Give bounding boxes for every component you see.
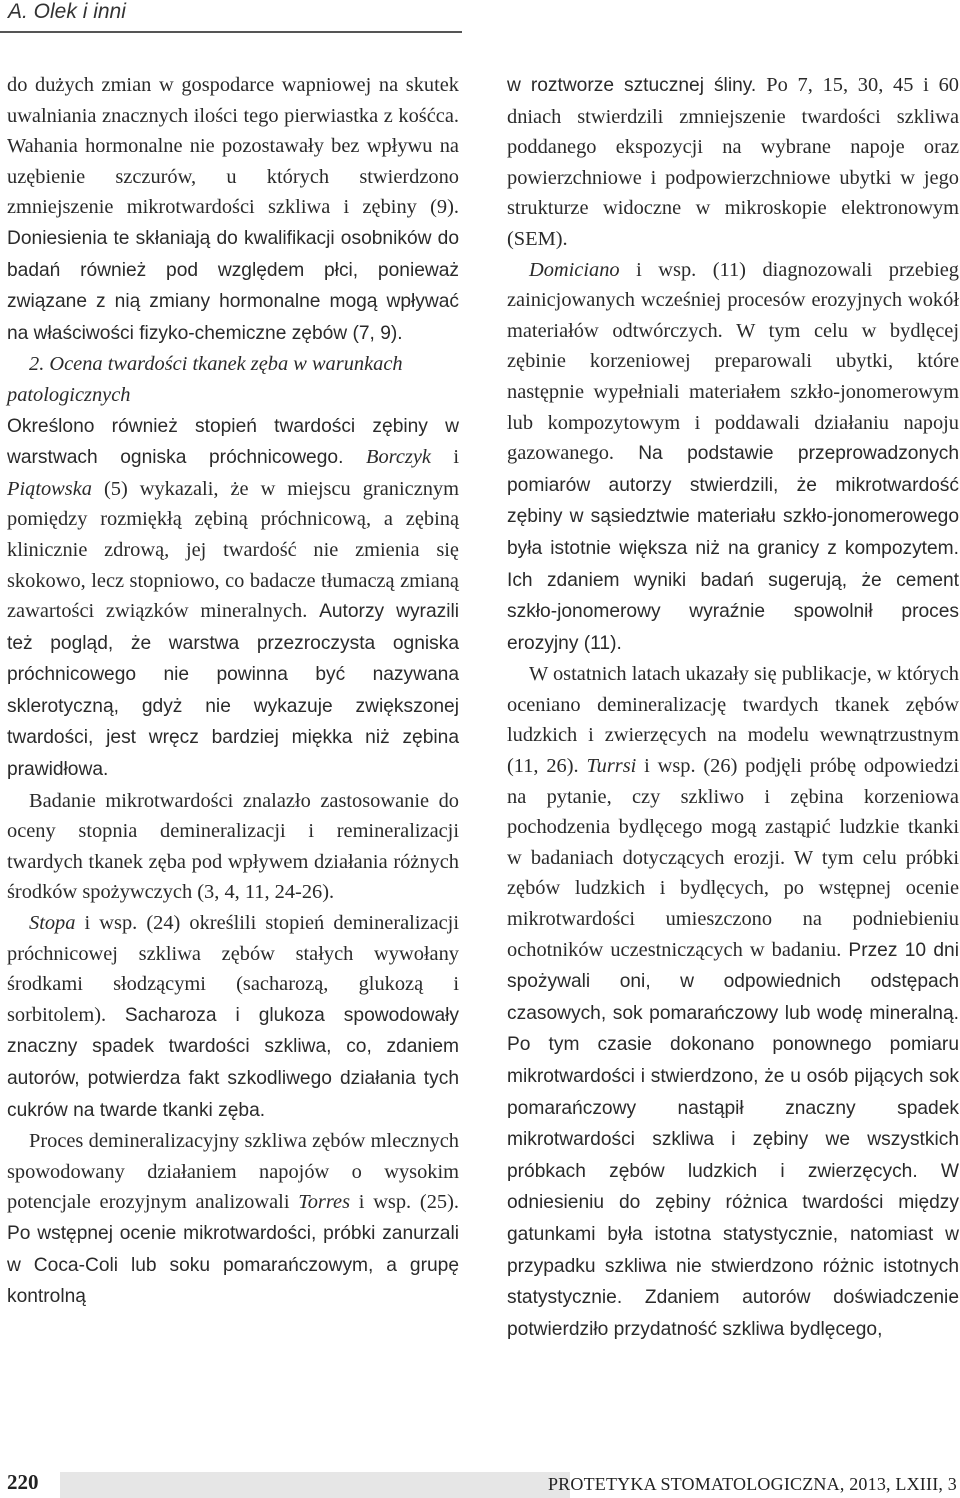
- text-run: i wsp. (24) określili stopień demineralizacji próchnicowej szkliwa zębów stałych wywołany środkami słodzącymi (sacharozą, glukozą i sorbitolem).: [7, 912, 459, 1026]
- text-run: Przez 10 dni spożywali oni, w odpowiednich odstępach czasowych, sok pomarańczowy lub wodę mineralną. Po tym czasie dokonano ponownego pomiaru mikrotwardości i stwierdzono, że u osób pijących sok pomarańczowy nastąpił znaczny spadek mikrotwardości szkliwa i zębiny we wszystkich próbkach zębów ludzkich i zwierzęcych. W odniesieniu do zębiny różnica twardości między gatunkami była istotna statystycznie, natomiast w przypadku szkliwa nie stwierdzono różnic istotnych statystycznie. Zdaniem autorów doświadczenie potwierdziło przydatność szkliwa bydlęcego,: [507, 939, 959, 1340]
- author-name: Borczyk: [366, 446, 431, 469]
- left-column: [7, 70, 459, 1313]
- right-column: [507, 70, 959, 1345]
- text-run: Proces demineralizacyjny szkliwa zębów mlecznych spowodowany działaniem napojów o wysokim potencjale erozyjnym analizowali: [7, 1130, 459, 1214]
- text-run: i wsp. (11) diagnozowali przebieg zainicjowanych wcześniej procesów erozyjnych wokół materiałów odtwórczych.: [507, 258, 959, 342]
- right-paragraph-2: [507, 255, 959, 660]
- text-run: W ostatnich latach ukazały się publikacje, w których oceniano demineralizację twardych tkanek zębów ludzkich i zwierzęcych na modelu wewnątrzustnym (11, 26).: [507, 663, 959, 778]
- text-run: i wsp. (26) podjęli próbę odpowiedzi na pytanie, czy szkliwo i zębina korzeniowa pochodzenia bydlęcego mogą zastąpić ludzkie tkanki w badaniach dotyczących erozji.: [507, 755, 959, 869]
- author-name: Torres: [298, 1191, 351, 1214]
- right-paragraph-1: [507, 70, 959, 255]
- section-heading: 2. Ocena twardości tkanek zęba w warunkach patologicznych: [7, 353, 403, 406]
- text-run: Autorzy wyrazili też pogląd, że warstwa przezroczysta ogniska próchnicowego nie powinna być nazywana sklerotyczną, gdyż nie wykazuje zwiększonej twardości, jest wręcz bardziej miękka niż zębina prawidłowa.: [7, 601, 459, 781]
- text-run: do dużych zmian w gospodarce wapniowej na skutek uwalniania znacznych ilości tego pierwiastka z kośćca. Wahania hormonalne nie pozostawały bez wpływu na uzębienie szczurów, u których stwierdzono zmniejszenie mikrotwardości szkliwa i zębiny (9).: [7, 74, 459, 219]
- text-run: (5) wykazali, że w miejscu granicznym pomiędzy rozmiękłą zębiną próchnicową, a zębiną klinicznie zdrową, jej twardość nie zmienia się skokowo, lecz stopniowo, co badacze tłumaczą zmianą zawartości związków mineralnych.: [7, 477, 459, 623]
- header-rule: [0, 31, 462, 33]
- author-name: Domiciano: [529, 258, 620, 281]
- author-name: Stopa: [29, 912, 76, 935]
- author-name: Piątowska: [7, 477, 92, 500]
- text-run: w roztworze sztucznej śliny.: [507, 75, 767, 96]
- text-run: W tym celu w bydlęcej zębinie korzeniowej preparowali ubytki, które następnie wypełniali materiałem szkło-jonomerowym lub kompozytowym i poddawali działaniu napoju gazowanego.: [507, 319, 960, 465]
- text-run: Określono również stopień twardości zębiny w warstwach ogniska próchnicowego.: [7, 415, 459, 469]
- text-run: W tym celu próbki zębów ludzkich i bydlęcych, po wstępnej ocenie mikrotwardości umieszczono na podniebieniu ochotników uczestniczących w badaniu.: [507, 846, 959, 961]
- left-paragraph-4: [7, 908, 459, 1126]
- text-run: Na podstawie przeprowadzonych pomiarów autorzy stwierdzili, że mikrotwardość zębiny w sąsiedztwie materiału szkło-jonomerowego była istotnie większa niż na granicy z kompozytem. Ich zdaniem wyniki badań sugerują, że cement szkło-jonomerowy wyraźnie spowolnił proces erozyjny (11).: [507, 443, 959, 654]
- text-run: i wsp. (25).: [350, 1191, 459, 1214]
- left-paragraph-1: [7, 70, 459, 349]
- author-name: Turrsi: [586, 755, 637, 778]
- left-paragraph-5: [7, 1126, 459, 1313]
- right-paragraph-3: [507, 659, 959, 1345]
- text-run: Po wstępnej ocenie mikrotwardości, próbki zanurzali w Coca-Coli lub soku pomarańczowym, a grupę kontrolną: [7, 1222, 459, 1308]
- text-run: Doniesienia te skłaniają do kwalifikacji osobników do badań również pod względem płci, ponieważ związane z nią zmiany hormonalne mogą wpływać na właściwości fizyko-chemiczne zębów (7, 9).: [7, 227, 459, 344]
- text-run: Badanie mikrotwardości znalazło zastosowanie do oceny stopnia demineralizacji i remineralizacji twardych tkanek zęba pod wpływem działania różnych środków spożywczych (3, 4, 11, 24-26).: [7, 789, 459, 904]
- footer-bar: [60, 1472, 570, 1498]
- left-paragraph-2: [7, 411, 459, 786]
- text-run: i: [430, 446, 459, 469]
- text-run: Sacharoza i glukoza spowodowały znaczny spadek twardości szkliwa, co, zdaniem autorów, potwierdza fakt szkodliwego działania tych cukrów na twarde tkanki zęba.: [7, 1004, 459, 1121]
- running-head: A. Olek i inni: [8, 0, 126, 23]
- text-run: Po 7, 15, 30, 45 i 60 dniach stwierdzili zmniejszenie twardości szkliwa poddanego ekspozycji na wybrane napoje oraz powierzchniowe i podpowierzchniowe ubytki w jego strukturze widoczne w mikroskopie elektronowym (SEM).: [507, 74, 959, 250]
- journal-footer: PROTETYKA STOMATOLOGICZNA, 2013, LXIII, 3: [547, 1474, 957, 1494]
- page-number: 220: [7, 1470, 39, 1494]
- left-paragraph-3: [7, 786, 459, 908]
